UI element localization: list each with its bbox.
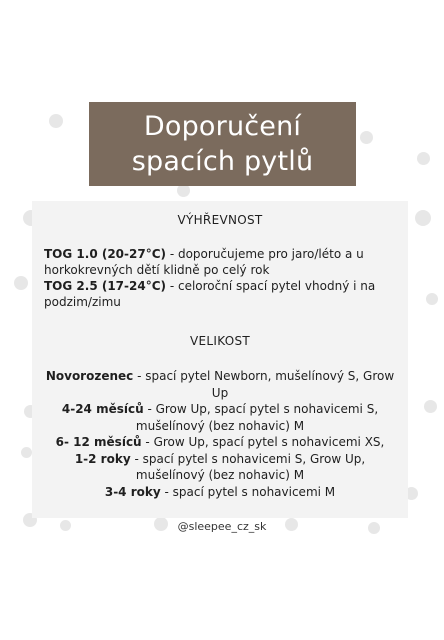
decor-dot bbox=[415, 210, 431, 226]
size-item bbox=[40, 484, 400, 501]
size-item-label: 1-2 roky bbox=[74, 451, 131, 466]
warmth-item bbox=[44, 246, 404, 278]
title-line-2: spacích pytlů bbox=[131, 146, 314, 177]
size-item bbox=[40, 434, 400, 451]
social-handle: @sleepee_cz_sk bbox=[177, 520, 267, 533]
size-item-label: 3-4 roky bbox=[104, 484, 161, 499]
size-item-text: - spací pytel s nohavicemi S, Grow Up, mušelínový (bez nohavic) M bbox=[130, 451, 366, 482]
warmth-item-label: TOG 2.5 (17-24°C) bbox=[44, 279, 167, 293]
size-list bbox=[40, 368, 400, 500]
warmth-item-text: - celoroční spací pytel vhodný i na podzim/zimu bbox=[44, 279, 376, 309]
info-card bbox=[32, 201, 408, 518]
size-item-text: - spací pytel Newborn, mušelínový S, Grow Up bbox=[133, 369, 395, 400]
size-item-text: - Grow Up, spací pytel s nohavicemi S, mušelínový (bez nohavic) M bbox=[135, 402, 379, 433]
title-line-1: Doporučení bbox=[143, 111, 302, 142]
title-banner bbox=[89, 102, 356, 186]
decor-dot bbox=[426, 293, 438, 305]
warmth-heading: VÝHŘEVNOST bbox=[177, 213, 263, 227]
warmth-item bbox=[44, 278, 404, 310]
decor-dot bbox=[14, 276, 28, 290]
decor-dot bbox=[21, 447, 32, 458]
warmth-item-text: - doporučujeme pro jaro/léto a u horkokrevných dětí klidně po celý rok bbox=[44, 247, 364, 277]
size-item-label: 6- 12 měsíců bbox=[55, 435, 142, 449]
size-item bbox=[40, 401, 400, 434]
size-item-text: - spací pytel s nohavicemi M bbox=[160, 484, 336, 499]
warmth-item-label: TOG 1.0 (20-27°C) bbox=[44, 247, 167, 261]
decor-dot bbox=[424, 400, 437, 413]
size-item-label: Novorozenec bbox=[45, 369, 134, 383]
size-item bbox=[40, 451, 400, 484]
size-item-label: 4-24 měsíců bbox=[61, 402, 144, 416]
warmth-list bbox=[44, 246, 404, 310]
size-heading: VELIKOST bbox=[189, 334, 251, 348]
size-item bbox=[40, 368, 400, 401]
decor-dot bbox=[417, 152, 430, 165]
decor-dot bbox=[360, 131, 373, 144]
size-item-text: - Grow Up, spací pytel s nohavicemi XS, bbox=[141, 435, 385, 449]
decor-dot bbox=[49, 114, 63, 128]
